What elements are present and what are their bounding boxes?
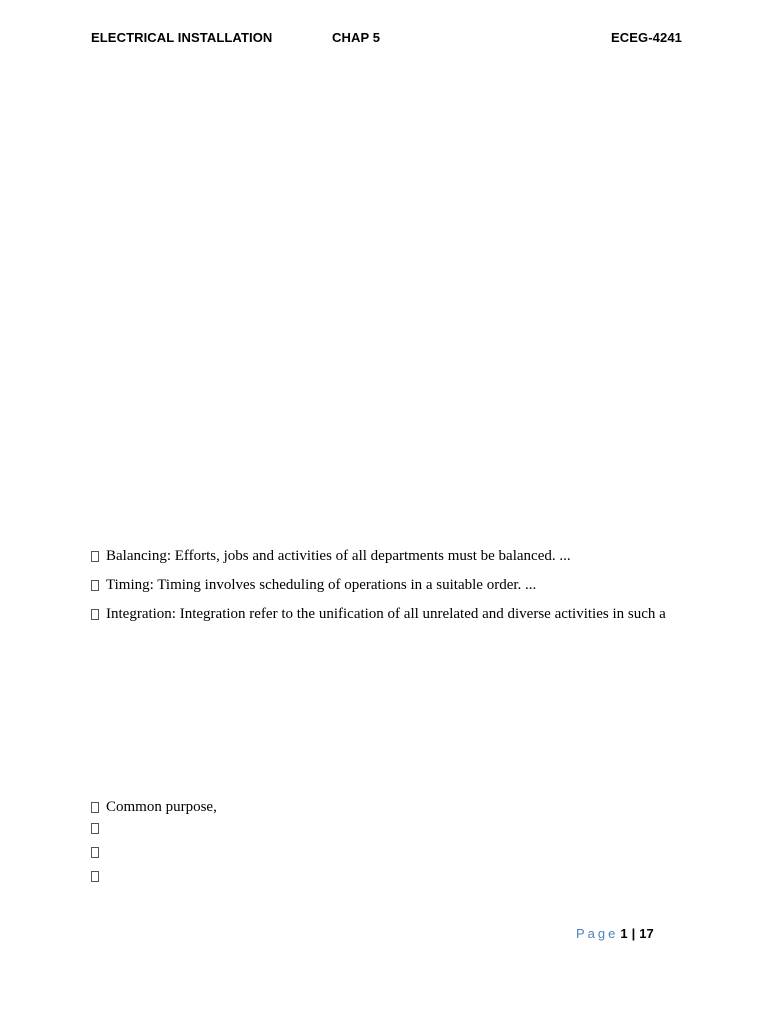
footer-page-number: 1	[620, 926, 628, 941]
page-footer	[576, 926, 654, 941]
missing-glyph-bullet-icon	[91, 847, 99, 858]
missing-glyph-bullet-icon	[91, 609, 99, 620]
footer-separator: |	[631, 926, 636, 941]
bullet-item-empty	[91, 847, 106, 858]
header-chapter: CHAP 5	[332, 30, 381, 45]
bullet-text: Integration: Integration refer to the unification of all unrelated and diverse activities in such a	[106, 606, 666, 622]
footer-total-pages: 17	[639, 926, 654, 941]
footer-page-label: Page	[576, 926, 619, 941]
bullet-item-timing	[91, 577, 536, 594]
header-course-title: ELECTRICAL INSTALLATION	[91, 30, 273, 45]
missing-glyph-bullet-icon	[91, 871, 99, 882]
bullet-item-empty	[91, 823, 106, 834]
missing-glyph-bullet-icon	[91, 823, 99, 834]
missing-glyph-bullet-icon	[91, 580, 99, 591]
bullet-item-common-purpose	[91, 799, 217, 816]
missing-glyph-bullet-icon	[91, 802, 99, 813]
bullet-text: Balancing: Efforts, jobs and activities of all departments must be balanced. ...	[106, 548, 571, 564]
bullet-text: Common purpose,	[106, 799, 217, 815]
missing-glyph-bullet-icon	[91, 551, 99, 562]
header-course-code: ECEG-4241	[611, 30, 682, 45]
bullet-item-integration	[91, 606, 666, 623]
bullet-item-empty	[91, 871, 106, 882]
bullet-item-balancing	[91, 548, 571, 565]
bullet-text: Timing: Timing involves scheduling of operations in a suitable order. ...	[106, 577, 537, 593]
